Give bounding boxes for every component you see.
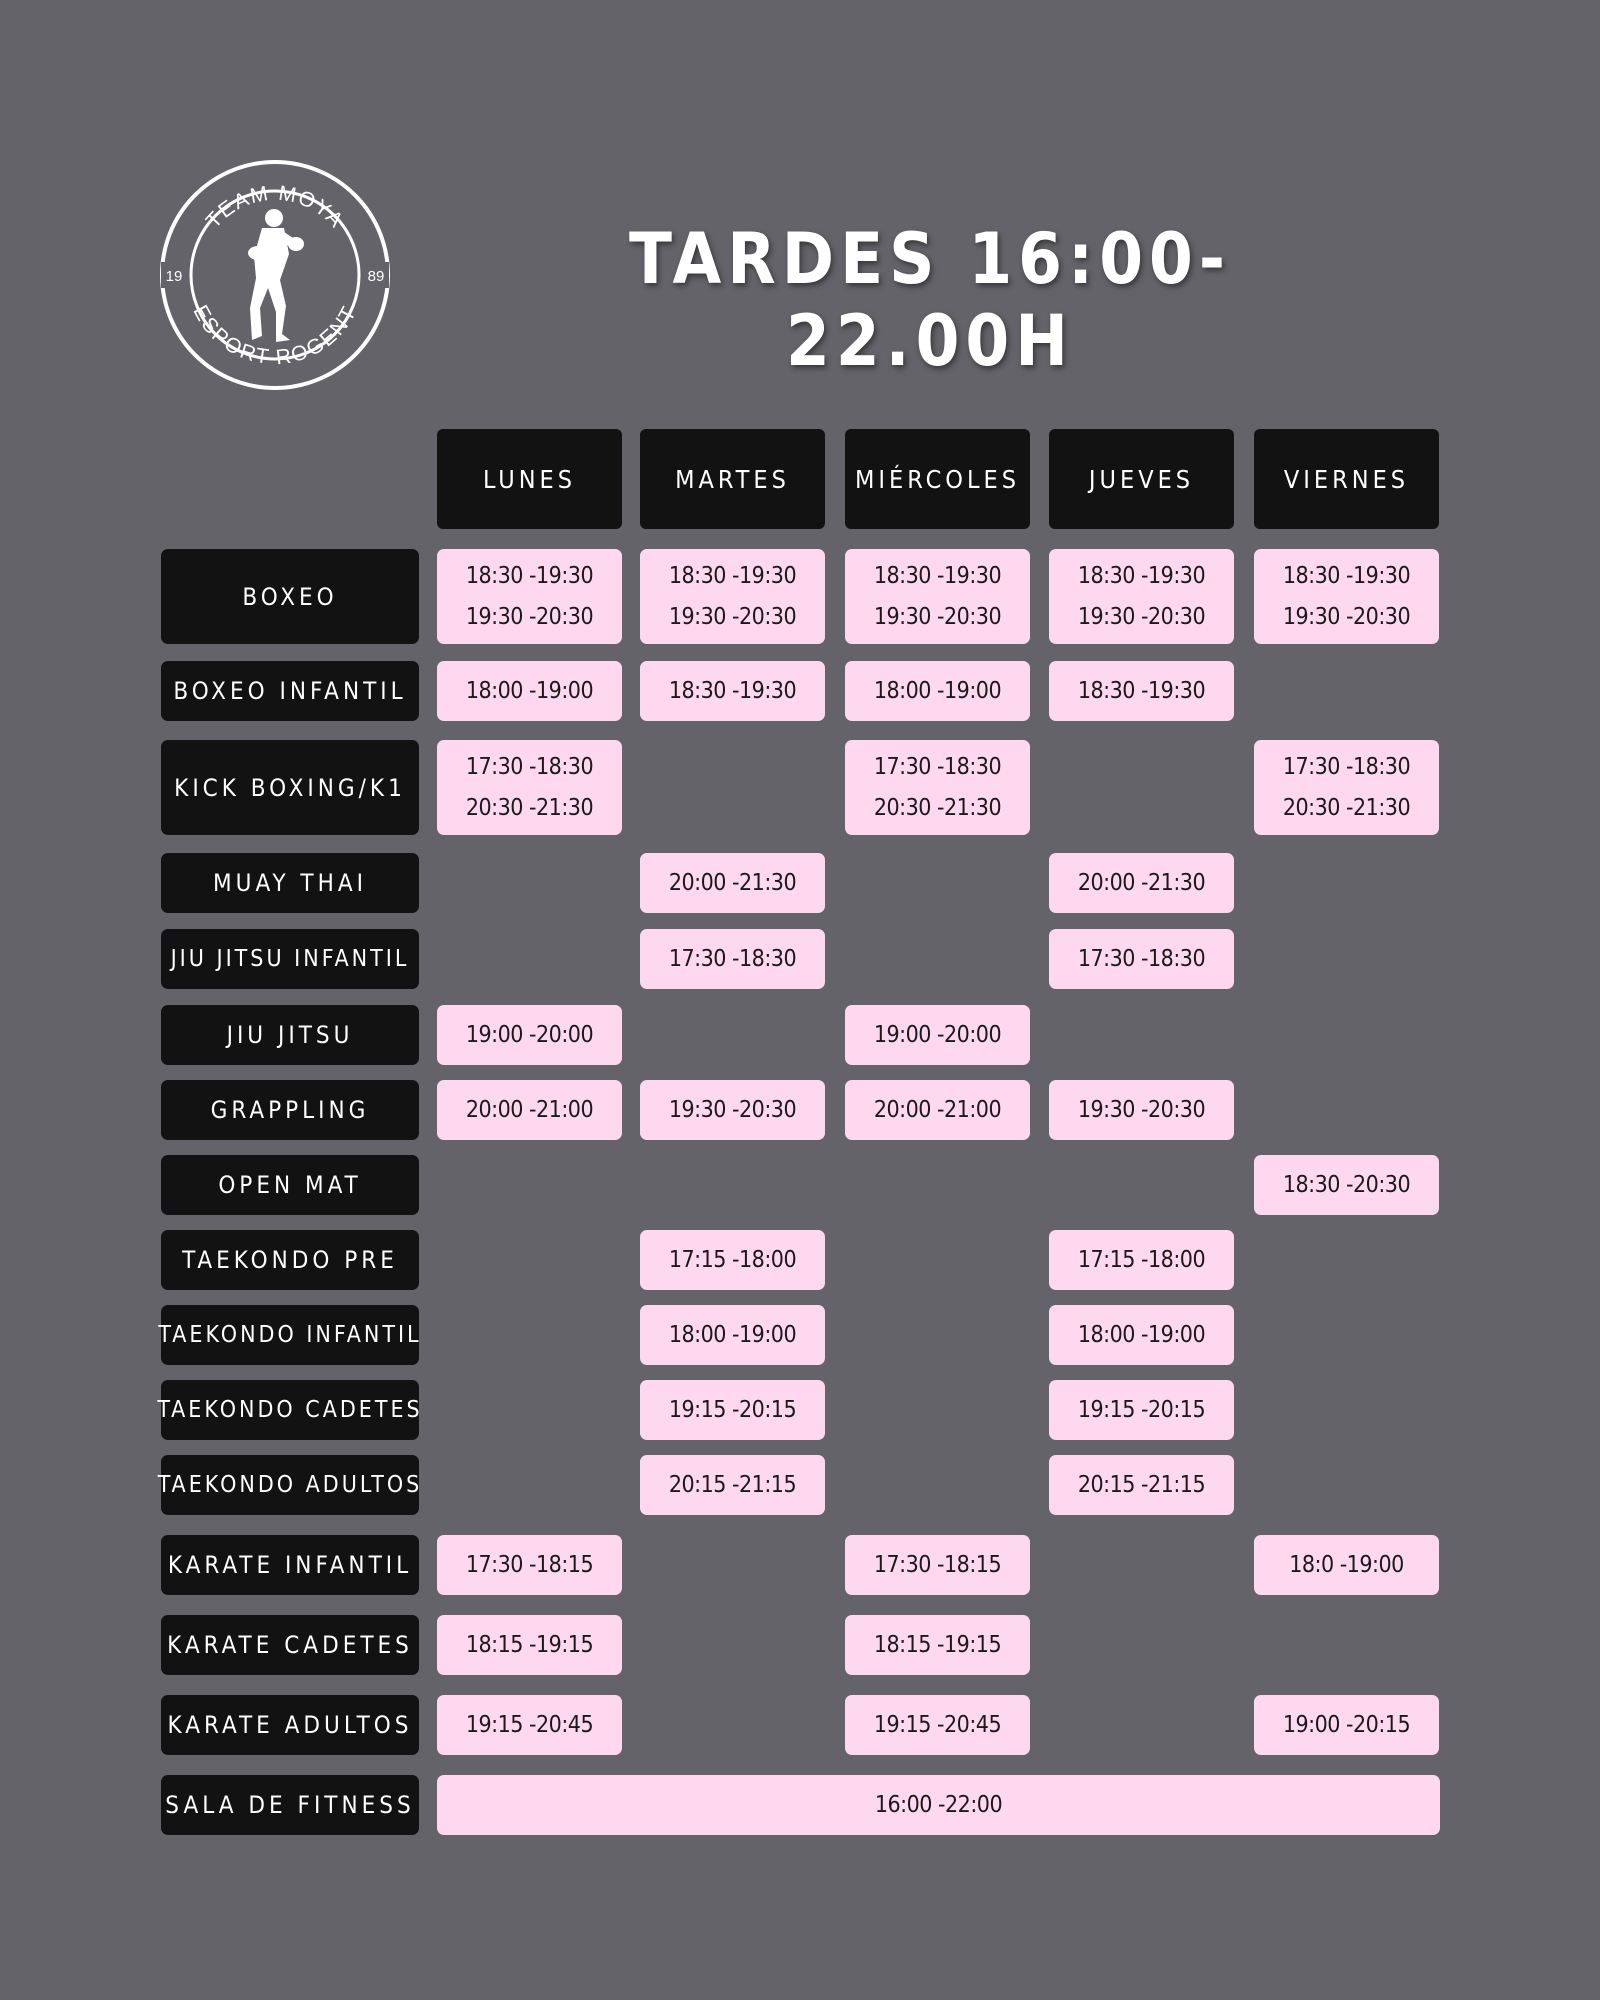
class-label-kick-boxing-k1: KICK BOXING/K1 [161, 740, 419, 835]
schedule-cell-boxeo-infantil-miercoles [845, 661, 1030, 721]
schedule-cell-kick-boxing-k1-lunes [437, 740, 622, 835]
time-slot: 19:00 -20:15 [1282, 1712, 1411, 1738]
time-slot: 18:00 -19:00 [465, 678, 594, 704]
time-slot: 19:00 -20:00 [465, 1022, 594, 1048]
time-slot: 19:15 -20:45 [873, 1712, 1002, 1738]
schedule-cell-boxeo-infantil-martes [640, 661, 825, 721]
schedule-cell-boxeo-martes [640, 549, 825, 644]
time-slot: 18:00 -19:00 [1077, 1322, 1206, 1348]
schedule-cell-karate-adultos-viernes [1254, 1695, 1439, 1755]
logo-left-number: 19 [165, 268, 183, 285]
time-slot: 19:30 -20:30 [1282, 603, 1411, 630]
day-header-viernes: VIERNES [1254, 429, 1439, 529]
class-label-taekondo-adultos: TAEKONDO ADULTOS [161, 1455, 419, 1515]
schedule-cell-taekondo-adultos-martes [640, 1455, 825, 1515]
svg-text:ESPORT ROGENT [188, 302, 361, 370]
schedule-cell-kick-boxing-k1-viernes [1254, 740, 1439, 835]
time-slot: 18:30 -19:30 [465, 563, 594, 590]
schedule-cell-karate-infantil-lunes [437, 1535, 622, 1595]
schedule-cell-muay-thai-jueves [1049, 853, 1234, 913]
schedule-cell-karate-adultos-miercoles [845, 1695, 1030, 1755]
schedule-cell-taekondo-infantil-jueves [1049, 1305, 1234, 1365]
schedule-cell-boxeo-jueves [1049, 549, 1234, 644]
time-slot: 20:30 -21:30 [873, 794, 1002, 821]
logo-bottom-text: ESPORT ROGENT [188, 301, 362, 370]
time-slot: 19:30 -20:30 [668, 603, 797, 630]
time-slot: 19:30 -20:30 [668, 1097, 797, 1123]
time-slot: 17:30 -18:30 [873, 754, 1002, 781]
class-label-muay-thai: MUAY THAI [161, 853, 419, 913]
class-label-jiu-jitsu-infantil: JIU JITSU INFANTIL [161, 929, 419, 989]
schedule-cell-grappling-lunes [437, 1080, 622, 1140]
time-slot: 20:00 -21:30 [668, 870, 797, 896]
time-slot: 20:15 -21:15 [1077, 1472, 1206, 1498]
time-slot: 18:30 -19:30 [668, 678, 797, 704]
time-slot: 18:30 -19:30 [1282, 563, 1411, 590]
time-slot: 17:30 -18:15 [873, 1552, 1002, 1578]
class-label-karate-adultos: KARATE ADULTOS [161, 1695, 419, 1755]
day-header-jueves: JUEVES [1049, 429, 1234, 529]
logo-right-number: 89 [367, 268, 385, 285]
schedule-cell-boxeo-viernes [1254, 549, 1439, 644]
schedule-cell-karate-cadetes-miercoles [845, 1615, 1030, 1675]
schedule-cell-karate-adultos-lunes [437, 1695, 622, 1755]
day-header-miercoles: MIÉRCOLES [845, 429, 1030, 529]
time-slot: 20:00 -21:00 [465, 1097, 594, 1123]
schedule-cell-taekondo-cadetes-jueves [1049, 1380, 1234, 1440]
schedule-cell-sala-de-fitness-all-week [437, 1775, 1440, 1835]
class-label-taekondo-cadetes: TAEKONDO CADETES [161, 1380, 419, 1440]
time-slot: 20:30 -21:30 [1282, 794, 1411, 821]
schedule-cell-taekondo-infantil-martes [640, 1305, 825, 1365]
schedule-cell-grappling-jueves [1049, 1080, 1234, 1140]
time-slot: 18:00 -19:00 [668, 1322, 797, 1348]
class-label-karate-infantil: KARATE INFANTIL [161, 1535, 419, 1595]
schedule-cell-karate-cadetes-lunes [437, 1615, 622, 1675]
time-slot: 18:0 -19:00 [1289, 1552, 1404, 1578]
class-label-open-mat: OPEN MAT [161, 1155, 419, 1215]
time-slot: 19:30 -20:30 [873, 603, 1002, 630]
schedule-cell-jiu-jitsu-infantil-jueves [1049, 929, 1234, 989]
time-slot: 17:30 -18:15 [465, 1552, 594, 1578]
time-slot: 16:00 -22:00 [874, 1792, 1003, 1818]
time-slot: 19:15 -20:15 [1077, 1397, 1206, 1423]
time-slot: 17:15 -18:00 [1077, 1247, 1206, 1273]
schedule-cell-karate-infantil-miercoles [845, 1535, 1030, 1595]
time-slot: 20:00 -21:30 [1077, 870, 1206, 896]
time-slot: 18:15 -19:15 [873, 1632, 1002, 1658]
schedule-cell-grappling-miercoles [845, 1080, 1030, 1140]
class-label-taekondo-pre: TAEKONDO PRE [161, 1230, 419, 1290]
schedule-cell-jiu-jitsu-miercoles [845, 1005, 1030, 1065]
time-slot: 18:15 -19:15 [465, 1632, 594, 1658]
time-slot: 20:30 -21:30 [465, 794, 594, 821]
time-slot: 18:30 -20:30 [1282, 1172, 1411, 1198]
schedule-cell-boxeo-miercoles [845, 549, 1030, 644]
team-moya-logo [158, 158, 392, 392]
time-slot: 19:30 -20:30 [465, 603, 594, 630]
logo-top-text: TEAM MOYA [201, 181, 349, 233]
time-slot: 18:30 -19:30 [1077, 678, 1206, 704]
schedule-cell-taekondo-pre-jueves [1049, 1230, 1234, 1290]
time-slot: 17:30 -18:30 [465, 754, 594, 781]
time-slot: 17:15 -18:00 [668, 1247, 797, 1273]
schedule-cell-muay-thai-martes [640, 853, 825, 913]
time-slot: 17:30 -18:30 [668, 946, 797, 972]
time-slot: 20:00 -21:00 [873, 1097, 1002, 1123]
time-slot: 18:00 -19:00 [873, 678, 1002, 704]
day-header-lunes: LUNES [437, 429, 622, 529]
time-slot: 18:30 -19:30 [668, 563, 797, 590]
time-slot: 19:30 -20:30 [1077, 1097, 1206, 1123]
class-label-boxeo: BOXEO [161, 549, 419, 644]
time-slot: 19:15 -20:45 [465, 1712, 594, 1738]
time-slot: 19:00 -20:00 [873, 1022, 1002, 1048]
class-label-jiu-jitsu: JIU JITSU [161, 1005, 419, 1065]
schedule-cell-grappling-martes [640, 1080, 825, 1140]
boxer-icon [248, 209, 304, 342]
time-slot: 18:30 -19:30 [873, 563, 1002, 590]
time-slot: 18:30 -19:30 [1077, 563, 1206, 590]
time-slot: 17:30 -18:30 [1282, 754, 1411, 781]
day-header-martes: MARTES [640, 429, 825, 529]
schedule-cell-karate-infantil-viernes [1254, 1535, 1439, 1595]
schedule-cell-taekondo-cadetes-martes [640, 1380, 825, 1440]
page-title: TARDES 16:00-22.00H [629, 218, 1231, 382]
schedule-cell-taekondo-adultos-jueves [1049, 1455, 1234, 1515]
schedule-cell-boxeo-infantil-lunes [437, 661, 622, 721]
schedule-cell-open-mat-viernes [1254, 1155, 1439, 1215]
time-slot: 20:15 -21:15 [668, 1472, 797, 1498]
schedule-cell-kick-boxing-k1-miercoles [845, 740, 1030, 835]
time-slot: 19:30 -20:30 [1077, 603, 1206, 630]
schedule-cell-jiu-jitsu-lunes [437, 1005, 622, 1065]
time-slot: 19:15 -20:15 [668, 1397, 797, 1423]
schedule-cell-boxeo-lunes [437, 549, 622, 644]
schedule-cell-jiu-jitsu-infantil-martes [640, 929, 825, 989]
schedule-cell-boxeo-infantil-jueves [1049, 661, 1234, 721]
class-label-karate-cadetes: KARATE CADETES [161, 1615, 419, 1675]
class-label-grappling: GRAPPLING [161, 1080, 419, 1140]
class-label-taekondo-infantil: TAEKONDO INFANTIL [161, 1305, 419, 1365]
class-label-sala-de-fitness: SALA DE FITNESS [161, 1775, 419, 1835]
time-slot: 17:30 -18:30 [1077, 946, 1206, 972]
schedule-cell-taekondo-pre-martes [640, 1230, 825, 1290]
class-label-boxeo-infantil: BOXEO INFANTIL [161, 661, 419, 721]
